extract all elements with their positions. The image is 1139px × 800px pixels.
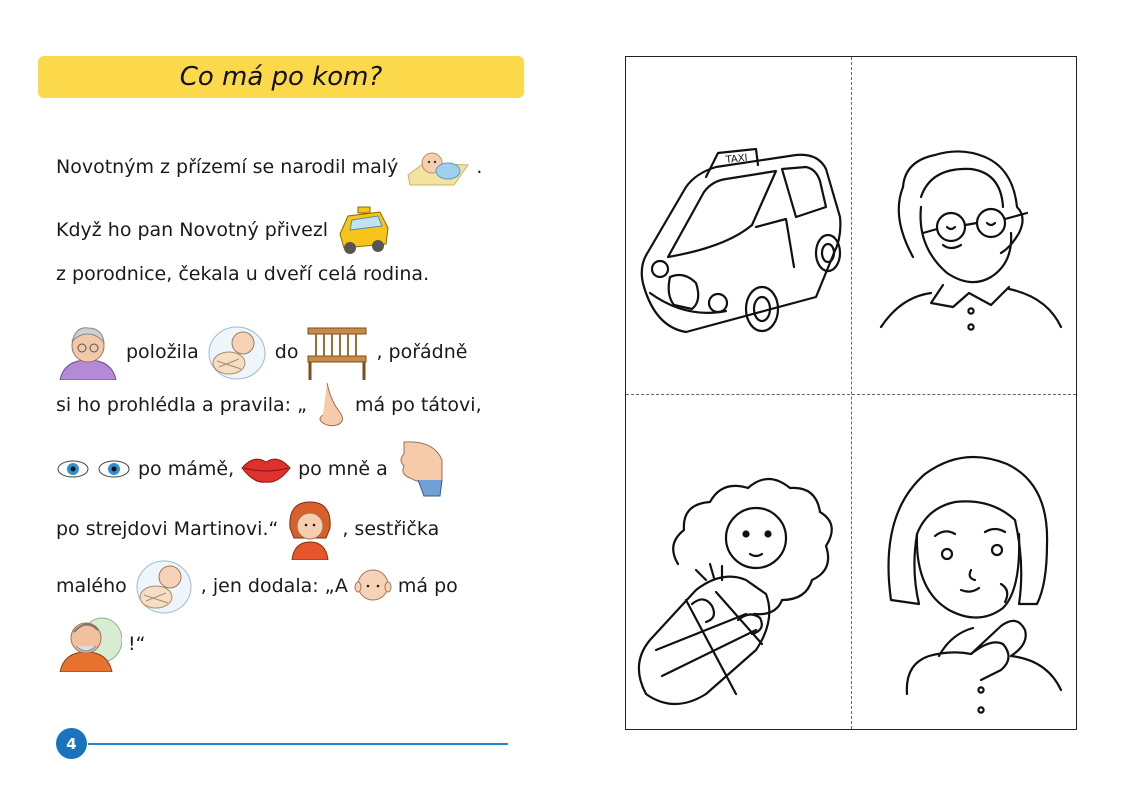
title-bar	[38, 56, 524, 98]
taxi-outline-icon	[626, 57, 851, 394]
card-taxi	[626, 57, 851, 394]
story-text: .	[476, 156, 483, 178]
story-text: po mně a	[298, 458, 388, 480]
story-text: !“	[128, 633, 146, 655]
story-line-9	[56, 616, 145, 672]
grandma-outline-icon	[851, 57, 1076, 394]
swaddled-baby-outline-icon	[626, 394, 851, 731]
cutout-cards	[625, 56, 1077, 730]
card-grandma	[851, 57, 1076, 394]
swaddled-baby-icon	[133, 557, 195, 615]
crib-icon	[304, 322, 370, 382]
story-line-3	[56, 262, 429, 286]
story-line-6	[56, 440, 452, 498]
story-line-1	[56, 145, 482, 189]
sister-icon	[284, 498, 336, 560]
grandma-icon	[56, 324, 120, 380]
svg-text:TAXI: TAXI	[725, 152, 749, 166]
story-text: , pořádně	[376, 341, 468, 363]
story-text: Když ho pan Novotný přivezl	[56, 219, 329, 241]
story-line-5	[56, 381, 482, 429]
story-text: , jen dodala: „A	[200, 575, 348, 597]
page-number: 4	[56, 728, 87, 759]
story-text: z porodnice, čekala u dveří celá rodina.	[56, 263, 430, 285]
story-text: položila	[126, 341, 199, 363]
lips-icon	[240, 452, 292, 486]
story-text: , sestřička	[342, 518, 440, 540]
story-text: si ho prohlédla a pravila: „	[56, 394, 307, 416]
story-text: malého	[56, 575, 127, 597]
card-baby	[626, 394, 851, 731]
swaddled-baby-icon	[205, 323, 269, 381]
taxi-icon	[334, 204, 392, 256]
story-text: Novotným z přízemí se narodil malý	[56, 156, 399, 178]
story-line-8	[56, 557, 458, 615]
story-line-2	[56, 204, 398, 256]
story-text: do	[274, 341, 299, 363]
story-text: po strejdovi Martinovi.“	[56, 518, 279, 540]
grandpa-icon	[56, 616, 122, 672]
story-text: má po tátovi,	[354, 394, 482, 416]
footer-rule	[88, 743, 508, 745]
page-title: Co má po kom?	[179, 62, 383, 92]
bald-head-icon	[354, 565, 392, 607]
nose-icon	[313, 381, 349, 429]
story-text: po mámě,	[138, 458, 235, 480]
story-text: má po	[397, 575, 458, 597]
girl-outline-icon	[851, 394, 1076, 731]
eyes-icon	[56, 456, 132, 482]
baby-on-blanket-icon	[404, 145, 470, 189]
story-line-7	[56, 498, 439, 560]
chin-icon	[394, 440, 446, 498]
card-girl	[851, 394, 1076, 731]
story-line-4	[56, 322, 467, 382]
